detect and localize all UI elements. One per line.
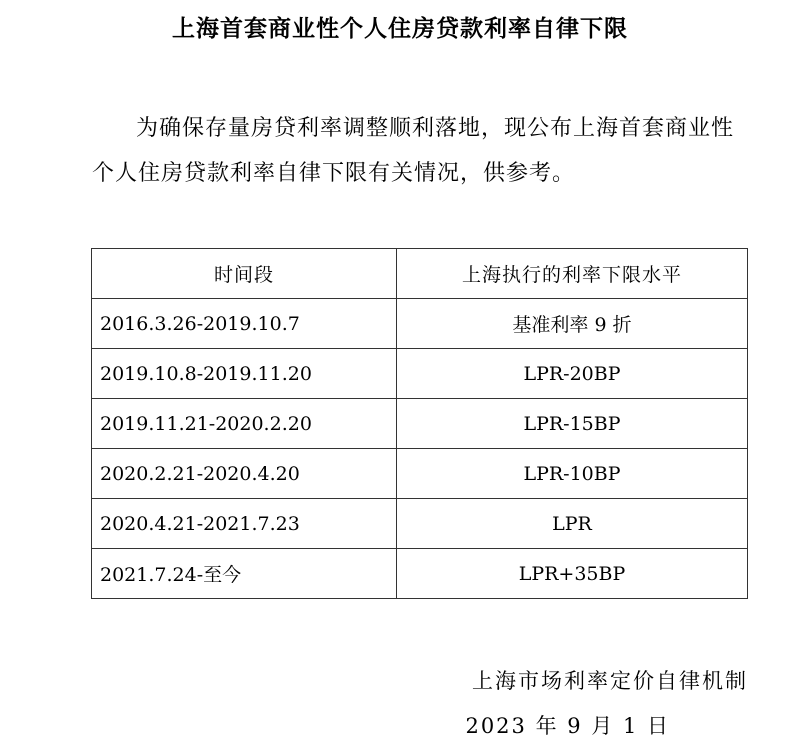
rate-cell: LPR-10BP (397, 449, 748, 499)
header-period: 时间段 (92, 249, 397, 299)
rate-table (91, 248, 748, 599)
period-cell: 2021.7.24-至今 (92, 549, 397, 599)
rate-cell: LPR-15BP (397, 399, 748, 449)
period-cell: 2020.2.21-2020.4.20 (92, 449, 397, 499)
issuer-name: 上海市场利率定价自律机制 (472, 669, 748, 693)
period-cell: 2019.11.21-2020.2.20 (92, 399, 397, 449)
table-row (92, 449, 748, 499)
table-row (92, 499, 748, 549)
rate-cell: LPR+35BP (397, 549, 748, 599)
issue-date: 2023 年 9 月 1 日 (465, 714, 670, 738)
rate-cell: 基准利率 9 折 (397, 299, 748, 349)
document-title: 上海首套商业性个人住房贷款利率自律下限 (172, 16, 628, 42)
rate-cell: LPR (397, 499, 748, 549)
period-cell: 2019.10.8-2019.11.20 (92, 349, 397, 399)
table-row (92, 399, 748, 449)
table-row (92, 349, 748, 399)
period-cell: 2020.4.21-2021.7.23 (92, 499, 397, 549)
table-row (92, 549, 748, 599)
intro-paragraph: 为确保存量房贷利率调整顺利落地，现公布上海首套商业性个人住房贷款利率自律下限有关情况，供参考。 (92, 116, 735, 186)
table-row (92, 299, 748, 349)
rate-cell: LPR-20BP (397, 349, 748, 399)
period-cell: 2016.3.26-2019.10.7 (92, 299, 397, 349)
header-rate: 上海执行的利率下限水平 (397, 249, 748, 299)
table-header-row (92, 249, 748, 299)
